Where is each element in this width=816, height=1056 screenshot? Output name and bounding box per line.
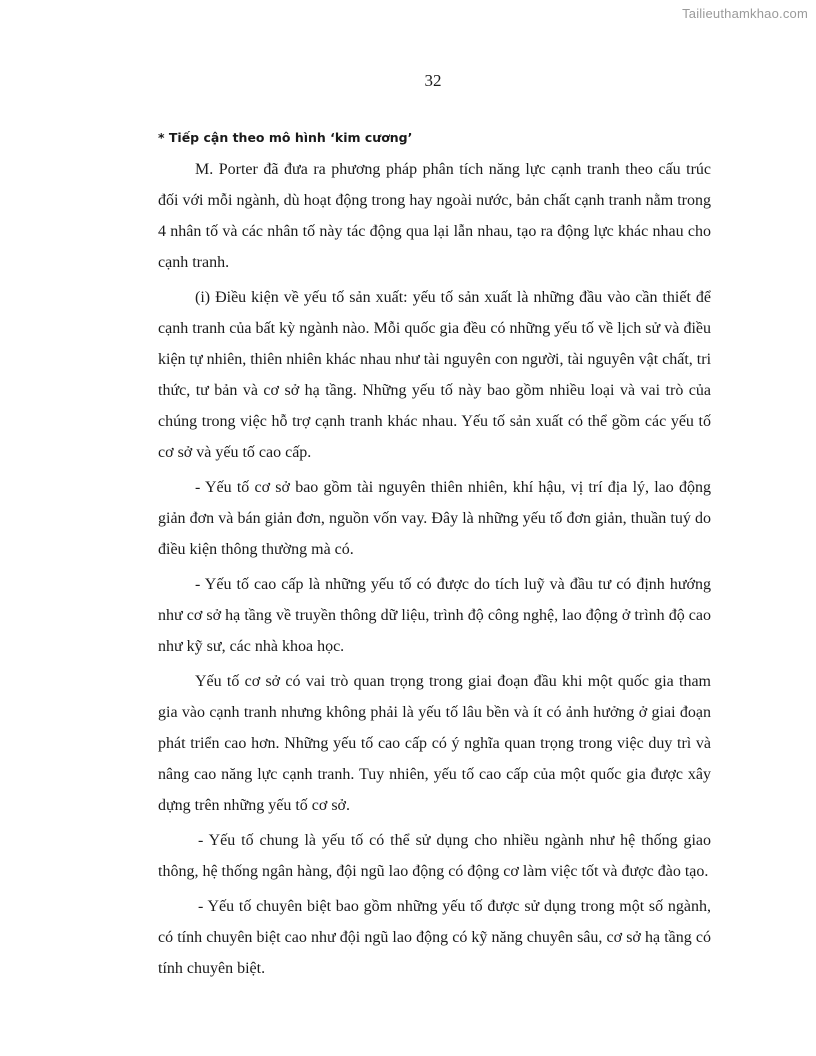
paragraph-porter-intro: M. Porter đã đưa ra phương pháp phân tích năng lực cạnh tranh theo cấu trúc đối với mỗi ngành, dù hoạt động trong hay ngoài nước, bản chất cạnh tranh nằm trong 4 nhân tố và các nhân tố này tác động qua lại lẫn nhau, tạo ra động lực khác nhau cho cạnh tranh. [158,161,711,271]
document-body [158,128,711,988]
paragraph-specialized-factors: - Yếu tố chuyên biệt bao gồm những yếu tố được sử dụng trong một số ngành, có tính chuyên biệt cao như đội ngũ lao động có kỹ năng chuyên sâu, cơ sở hạ tầng có tính chuyên biệt. [158,898,711,977]
paragraph-advanced-factors: - Yếu tố cao cấp là những yếu tố có được do tích luỹ và đầu tư có định hướng như cơ sở hạ tầng về truyền thông dữ liệu, trình độ công nghệ, lao động ở trình độ cao như kỹ sư, các nhà khoa học. [158,576,711,655]
paragraph-basic-factors: - Yếu tố cơ sở bao gồm tài nguyên thiên nhiên, khí hậu, vị trí địa lý, lao động giản đơn và bán giản đơn, nguồn vốn vay. Đây là những yếu tố đơn giản, thuần tuý do điều kiện thông thường mà có. [158,479,711,558]
watermark: Tailieuthamkhao.com [682,6,808,21]
section-heading: * Tiếp cận theo mô hình ‘kim cương’ [158,130,413,145]
paragraph-production-factors: (i) Điều kiện về yếu tố sản xuất: yếu tố sản xuất là những đầu vào cần thiết để cạnh tranh của bất kỳ ngành nào. Mỗi quốc gia đều có những yếu tố về lịch sử và điều kiện tự nhiên, thiên nhiên khác nhau như tài nguyên con người, tài nguyên vật chất, tri thức, tư bản và cơ sở hạ tầng. Những yếu tố này bao gồm nhiều loại và vai trò của chúng trong việc hỗ trợ cạnh tranh khác nhau. Yếu tố sản xuất có thể gồm các yếu tố cơ sở và yếu tố cao cấp. [158,289,712,461]
paragraph-factor-roles: Yếu tố cơ sở có vai trò quan trọng trong giai đoạn đầu khi một quốc gia tham gia vào cạnh tranh nhưng không phải là yếu tố lâu bền và ít có ảnh hưởng ở giai đoạn phát triển cao hơn. Những yếu tố cao cấp có ý nghĩa quan trọng trong việc duy trì và nâng cao năng lực cạnh tranh. Tuy nhiên, yếu tố cao cấp của một quốc gia được xây dựng trên những yếu tố cơ sở. [158,673,711,814]
page-number: 32 [424,71,442,90]
paragraph-general-factors: - Yếu tố chung là yếu tố có thể sử dụng cho nhiều ngành như hệ thống giao thông, hệ thống ngân hàng, đội ngũ lao động có động cơ làm việc tốt và được đào tạo. [158,832,711,880]
